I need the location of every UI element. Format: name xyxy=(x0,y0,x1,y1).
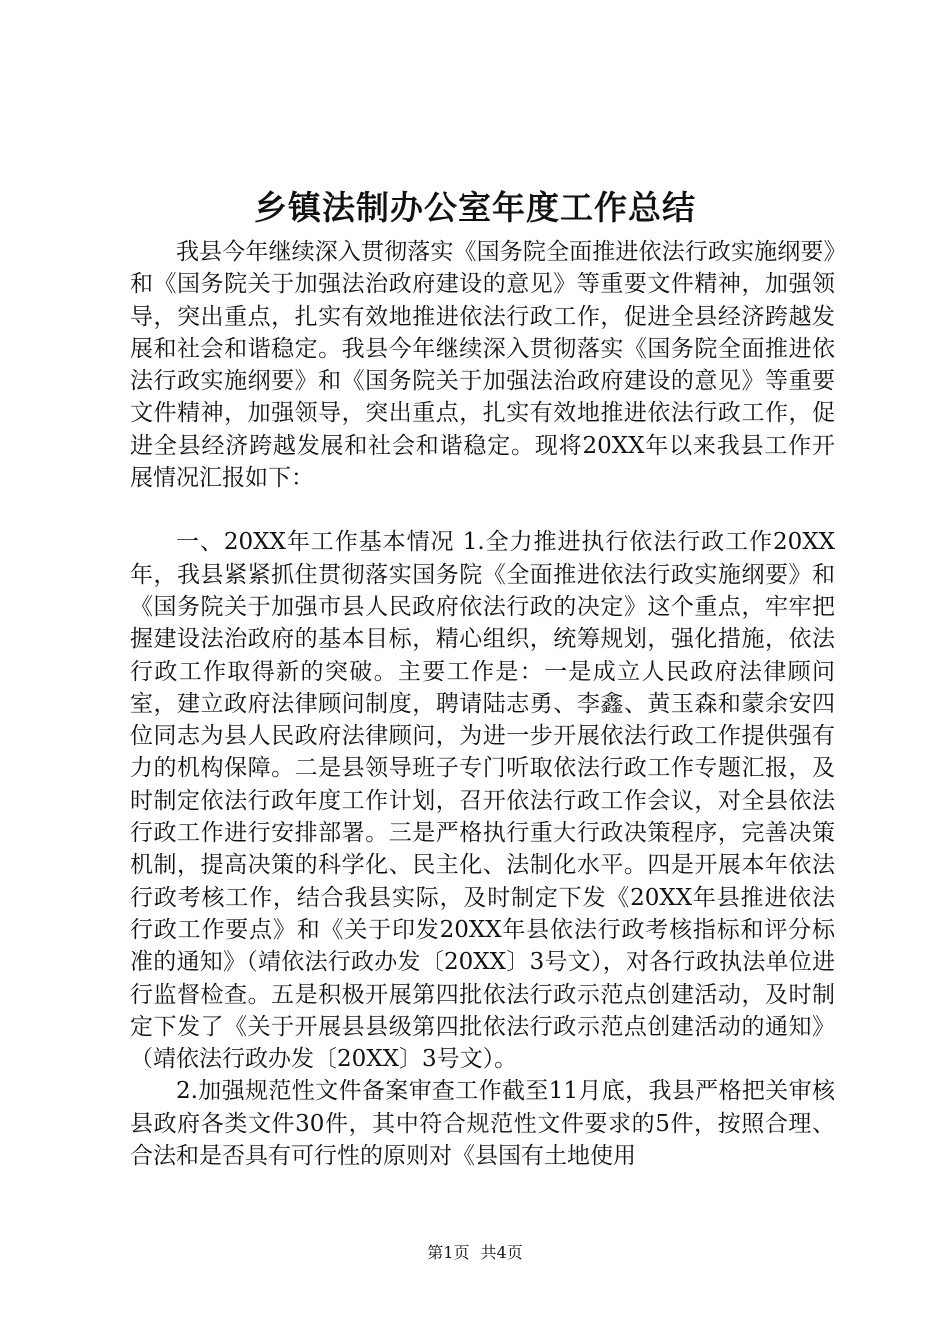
page-number: 第1页 xyxy=(427,1243,470,1262)
document-body xyxy=(130,236,835,1172)
document-title: 乡镇法制办公室年度工作总结 xyxy=(254,188,696,227)
paragraph-item-two: 2.加强规范性文件备案审查工作截至11月底，我县严格把关审核县政府各类文件30件，其中符合规范性文件要求的5件，按照合理、合法和是否具有可行性的原则对《县国有土地使用 xyxy=(130,1078,835,1170)
paragraph-gap xyxy=(130,494,835,526)
page-footer xyxy=(0,1241,950,1265)
paragraph-section-one: 一、20XX年工作基本情况 1.全力推进执行依法行政工作20XX年，我县紧紧抓住贯彻落实国务院《全面推进依法行政实施纲要》和《国务院关于加强市县人民政府依法行政的决定》这个重点，牢牢把握建设法治政府的基本目标，精心组织，统筹规划，强化措施，依法行政工作取得新的突破。主要工作是：一是成立人民政府法律顾问室，建立政府法律顾问制度，聘请陆志勇、李鑫、黄玉森和蒙余安四位同志为县人民政府法律顾问，为进一步开展依法行政工作提供强有力的机构保障。二是县领导班子专门听取依法行政工作专题汇报，及时制定依法行政年度工作计划，召开依法行政工作会议，对全县依法行政工作进行安排部署。三是严格执行重大行政决策程序，完善决策机制，提高决策的科学化、民主化、法制化水平。四是开展本年依法行政考核工作，结合我县实际，及时制定下发《20XX年县推进依法行政工作要点》和《关于印发20XX年县依法行政考核指标和评分标准的通知》（靖依法行政办发〔20XX〕3号文），对各行政执法单位进行监督检查。五是积极开展第四批依法行政示范点创建活动，及时制定下发了《关于开展县县级第四批依法行政示范点创建活动的通知》（靖依法行政办发〔20XX〕3号文）。 xyxy=(130,529,835,1073)
page-total: 共4页 xyxy=(480,1243,523,1262)
paragraph-intro: 我县今年继续深入贯彻落实《国务院全面推进依法行政实施纲要》和《国务院关于加强法治政府建设的意见》等重要文件精神，加强领导，突出重点，扎实有效地推进依法行政工作，促进全县经济跨越发展和社会和谐稳定。我县今年继续深入贯彻落实《国务院全面推进依法行政实施纲要》和《国务院关于加强法治政府建设的意见》等重要文件精神，加强领导，突出重点，扎实有效地推进依法行政工作，促进全县经济跨越发展和社会和谐稳定。现将20XX年以来我县工作开展情况汇报如下： xyxy=(130,239,835,492)
